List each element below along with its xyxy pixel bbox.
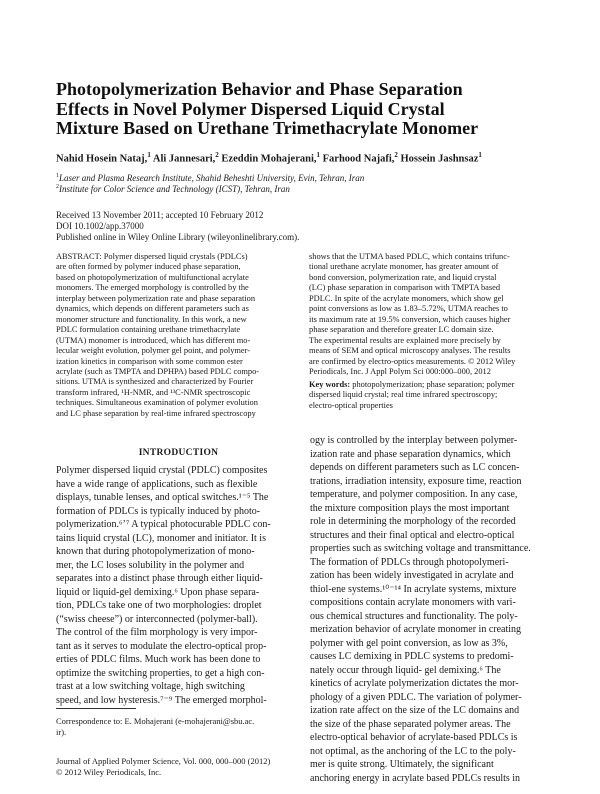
author-name: Ali Jannesari,	[152, 153, 216, 165]
author-name: Ezeddin Mohajerani,	[221, 153, 317, 165]
abstract-line: Periodicals, Inc. J Appl Polym Sci 000:000–000, 2012	[309, 366, 491, 376]
body-line: tion, PDLCs take one of two morphologies: droplet	[56, 600, 262, 611]
abstract-line: shows that the UTMA based PDLC, which contains trifunc-	[309, 252, 510, 261]
body-line: depends on different parameters such as LC concen-	[310, 462, 520, 473]
body-line: have a wide range of applications, such as flexible	[56, 478, 258, 490]
affiliation-sup: 2	[56, 184, 59, 190]
affiliation-text: Laser and Plasma Research Institute, Shahid Beheshti University, Evin, Tehran, Iran	[59, 173, 365, 183]
keywords-line: electro-optical properties	[309, 400, 393, 410]
journal-line: Journal of Applied Polymer Science, Vol. 000, 000–000 (2012)	[56, 756, 271, 766]
body-line: tains liquid crystal (LC), monomer and initiator. It is	[56, 532, 266, 544]
body-line: known that during photopolymerization of mono-	[56, 546, 255, 557]
journal-line: © 2012 Wiley Periodicals, Inc.	[56, 766, 162, 777]
body-line: trations, irradiation intensity, exposure time, reaction	[310, 475, 522, 487]
abstract-line: The experimental results are explained more precisely by	[309, 335, 501, 345]
abstract-line: and LC phase separation by real-time infrared spectroscopy	[56, 408, 256, 418]
title-line: Mixture Based on Urethane Trimethacrylate Monomer	[56, 118, 479, 138]
body-line: temperature, and polymer composition. In any case,	[310, 489, 518, 500]
body-line: (“swiss cheese”) or interconnected (polymer-ball).	[56, 613, 258, 625]
abstract-line: transform infrared, ¹H-NMR, and ¹³C-NMR spectroscopic	[56, 387, 251, 397]
body-line: liquid or liquid-gel demixing.⁶ Upon phase separa-	[56, 586, 260, 598]
body-line: phology of a given PDLC. The variation of polymer-	[310, 691, 522, 703]
body-column-left	[56, 464, 301, 707]
body-line: ization rate affect on the size of the LC domains and	[310, 705, 520, 716]
body-line: structures and their final optical and electro-optical	[310, 529, 515, 541]
abstract-line: tional urethane acrylate monomer, has greater amount of	[309, 262, 499, 272]
published-online: Published online in Wiley Online Library (wileyonlinelibrary.com).	[56, 232, 300, 242]
abstract-left	[56, 252, 296, 419]
body-column-right	[310, 434, 555, 785]
title-line: Photopolymerization Behavior and Phase Separation	[56, 79, 463, 99]
abstract-line: sitions. UTMA is synthesized and characterized by Fourier	[56, 377, 254, 387]
section-heading: INTRODUCTION	[138, 448, 219, 458]
body-line: polymer with gel point conversion, as low as 3%,	[310, 637, 508, 649]
body-line: thiol-ene systems.¹⁰⁻¹⁴ In acrylate systems, mixture	[310, 583, 517, 595]
keywords-line: dispersed liquid crystal; real time infrared spectroscopy;	[309, 390, 498, 400]
body-line: the mixture composition plays the most important	[310, 502, 510, 514]
affiliation-sup: 1	[56, 173, 59, 179]
affiliation-1	[56, 173, 364, 183]
body-line: zation has been widely investigated in acrylate and	[310, 570, 514, 581]
abstract-line: bond conversion, polymerization rate, and liquid crystal	[309, 272, 497, 282]
correspondence-note	[56, 716, 254, 737]
body-line: the size of the phase separated polymer areas. The	[310, 718, 511, 730]
author-name: Nahid Hosein Nataj,	[56, 153, 148, 165]
article-title	[56, 80, 556, 139]
author-affil-sup: 1	[147, 151, 151, 159]
author-affil-sup: 1	[316, 151, 320, 159]
abstract-line: point conversions as low as 1.83–5.72%, UTMA reaches to	[309, 304, 508, 314]
abstract-line: are confirmed by electro-optics measurements. © 2012 Wiley	[309, 356, 516, 366]
body-line: kinetics of acrylate polymerization dictates the mor-	[310, 678, 519, 689]
footnote-rule	[56, 708, 136, 709]
body-line: separates into a distinct phase through either liquid-	[56, 573, 263, 584]
abstract-line: monomers. The emerged morphology is controlled by the	[56, 283, 249, 293]
abstract-line: ization kinetics in comparison with some common ester	[56, 356, 243, 366]
author-affil-sup: 1	[478, 151, 482, 159]
affiliation-text: Institute for Color Science and Technology (ICST), Tehran, Iran	[59, 184, 290, 194]
body-line: ogy is controlled by the interplay between polymer-	[310, 435, 518, 446]
journal-info	[56, 756, 270, 777]
abstract-line: dynamics, which depends on different parameters such as	[56, 304, 249, 314]
body-line: erties of PDLC films. Much work has been done to	[56, 654, 261, 665]
keywords-line	[309, 380, 549, 390]
title-line: Effects in Novel Polymer Dispersed Liquid Crystal	[56, 98, 445, 119]
body-line: Polymer dispersed liquid crystal (PDLC) composites	[56, 465, 268, 476]
abstract-right	[309, 252, 549, 377]
abstract-line: PDLC. In spite of the acrylate monomers, which show gel	[309, 293, 504, 303]
body-line: compositions contain acrylate monomers with vari-	[310, 597, 516, 608]
author-affil-sup: 2	[394, 151, 398, 159]
author-name: Farhood Najafi,	[322, 153, 395, 165]
body-line: tant as it serves to modulate the electro-optical prop-	[56, 640, 267, 652]
body-line: polymerization.⁶ʼ⁷ A typical photocurable PDLC con-	[56, 519, 271, 530]
body-line: ous chemical structures and functionality. The poly-	[310, 610, 518, 622]
abstract-line: means of SEM and optical microscopy analyses. The results	[309, 346, 511, 356]
body-line: formation of PDLCs is typically induced by photo-	[56, 505, 261, 517]
keywords	[309, 380, 549, 411]
body-line: properties such as switching voltage and transmittance.	[310, 543, 531, 554]
body-line: anchoring energy in acrylate based PDLCs results in	[310, 772, 521, 784]
abstract-line: are often formed by polymer induced phase separation,	[56, 262, 241, 272]
author-affil-sup: 2	[215, 151, 219, 159]
abstract-line: lecular weight evolution, polymer gel point, and polymer-	[56, 346, 251, 356]
body-line: mer, the LC loses solubility in the polymer and	[56, 559, 245, 571]
abstract-line: (LC) phase separation in comparison with TMPTA based	[309, 283, 501, 293]
correspondence-line: Correspondence to: E. Mohajerani (e-mohajerani@sbu.ac.	[56, 716, 255, 726]
body-line: merization behavior of acrylate monomer in creating	[310, 624, 522, 635]
abstract-line: based on photopolymerization of multifunctional acrylate	[56, 272, 249, 282]
abstract-line: monomer structure and functionality. In this work, a new	[56, 314, 247, 324]
abstract-line: PDLC formulation containing urethane trimethacrylate	[56, 325, 241, 335]
received-date: Received 13 November 2011; accepted 10 February 2012	[56, 210, 264, 220]
affiliation-2	[56, 184, 290, 194]
author-list	[56, 151, 556, 165]
abstract-line: interplay between polymerization rate and phase separation	[56, 293, 256, 303]
body-line: ization rate and phase separation dynamics, which	[310, 448, 511, 460]
author-name: Hossein Jashnsaz	[400, 153, 479, 165]
body-line: optimize the switching properties, to get a high con-	[56, 667, 265, 679]
body-line: role in determining the morphology of the recorded	[310, 516, 516, 527]
abstract-line: acrylate (such as TMPTA and DPHPA) based PDLC compo-	[56, 366, 260, 376]
body-line: not optimal, as the anchoring of the LC to the poly-	[310, 745, 516, 757]
body-line: mer is quite strong. Ultimately, the significant	[310, 759, 494, 770]
body-line: trast at a low switching voltage, high switching	[56, 681, 245, 692]
abstract-line: techniques. Simultaneous examination of polymer evolution	[56, 398, 258, 408]
correspondence-line: ir).	[56, 726, 67, 737]
abstract-line: phase separation and therefore greater LC domain size.	[309, 325, 494, 335]
body-line: nately occur through liquid- gel demixing.⁶ The	[310, 664, 501, 676]
keywords-label: Key words:	[309, 380, 351, 389]
abstract-line: its maximum rate at 19.5% conversion, which causes higher	[309, 314, 511, 324]
abstract-line: ABSTRACT: Polymer dispersed liquid crystals (PDLCs)	[56, 252, 248, 261]
abstract-line: (UTMA) monomer is introduced, which has different mo-	[56, 335, 251, 345]
body-line: The formation of PDLCs through photopolymeri-	[310, 556, 509, 568]
body-line: speed, and low hysteresis.⁷⁻⁹ The emerged morphol-	[56, 694, 267, 706]
doi: DOI 10.1002/app.37000	[56, 221, 144, 231]
body-line: electro-optical behavior of acrylate-based PDLCs is	[310, 732, 518, 743]
body-line: causes LC demixing in PDLC systems to predomi-	[310, 651, 514, 662]
body-line: The control of the film morphology is very impor-	[56, 627, 258, 638]
body-line: displays, tunable lenses, and optical switches.¹⁻⁵ The	[56, 492, 269, 503]
keywords-text: photopolymerization; phase separation; polymer	[350, 380, 515, 389]
